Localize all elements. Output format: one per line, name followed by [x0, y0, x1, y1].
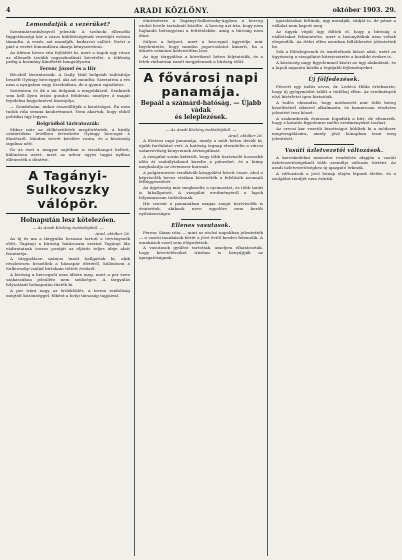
- issue-date: október 1903. 29.: [332, 6, 396, 14]
- paragraph: A bíróság a hercegnőt nem idézte meg, mert a per ezen szakaszában jelenléte nem szükséges. A tárgyalás folytatását holnapután tűzték ki.: [6, 272, 130, 287]
- headline-subtitle: Holnapután lesz kötelezően.: [20, 216, 116, 224]
- page-header: [6, 4, 396, 18]
- paragraph: A vizsgálat során kiderült, hogy több tisztviselő hosszabb időn át szabálytalanul kezelte a pénzeket, és a hiány meghaladja az ötvenezer koronát.: [139, 153, 263, 169]
- paragraph: A vasutasok gyűlést tartottak, amelyen elhatározták, hogy követeléseiket írásban is benyújtják az igazgatóságnak.: [139, 245, 263, 261]
- paragraph: Sok a fölöslegesnek és ismételtnek látszó adat, ezért az ügyészség a vizsgálatot kiterjesztette a korábbi évekre is.: [272, 49, 396, 60]
- paragraph: Az orvosi kar vezetői bizottságot küldtek ki a módszer megvizsgálására, amely jövő hónapban teszi meg jelentését.: [272, 126, 396, 142]
- column-rule: [267, 19, 268, 556]
- dateline: Arad, október 28.: [228, 133, 263, 139]
- paragraph: Az ülésen heves vita fejlődött ki, mert a tagok egy része az ellenzék tovább ragaszkodását követelte, a többség pedig a kormány kíméletét hangsúlyozta.: [6, 49, 130, 65]
- paragraph: Az ügyek végül úgy dőltek el, hogy a bíróság a vádlottakat felmentette, mert a bizonyítékok nem voltak elegendők. Az ítélet ellen azonban fellebbezést jelentettek be.: [272, 28, 396, 49]
- section-title: Belgrádból táviratozzák:: [36, 121, 100, 127]
- paragraph: A tárgyaláson számos tanút hallgattak ki, akik részletesen beszéltek a házaspár életéről, különösen a Sulkovszky-család birtokain töltött évekről.: [6, 256, 130, 272]
- separator: [181, 219, 221, 220]
- headline-subtitle: és leleplezések.: [174, 114, 228, 122]
- section-title: Ferenc József és a Hír: [39, 67, 97, 73]
- headline-box: [139, 68, 263, 124]
- section-title: Vasúti üzletvezetői változások.: [284, 148, 384, 155]
- paragraph: igazolásokat feltűnik, úgy mondják, vádját is, de pénzt a vállalat nem kapott meg.: [272, 19, 396, 28]
- paragraph: A kereskedelmi miniszter rendelete alapján a vasúti üzletvezetőségeknél több személyi változás történt. Az aradi üzletvezetőséghez új igazgató érkezik.: [272, 155, 396, 170]
- paragraph: elintézésére a Tagányi-Sulkovszky-ügyben a herceg utolsó levele tartalmát közölte. A herceg azt írta, hogy nem hajlandó beleegyezni a feltételekbe, amíg a bíróság nem dönt.: [139, 19, 263, 38]
- dateline: Arad, október 28.: [95, 230, 130, 236]
- paragraph: Hír szerint a panamában magas rangú tisztviselők is érintettek, akiknek neve egyelőre nem került nyilvánosságra.: [139, 201, 263, 216]
- paragraph: A tudós elmondta, hogy módszerét már több beteg kezelésénél sikerrel alkalmazta, és hamarosan részletes jelentést tesz közzé.: [272, 99, 396, 115]
- headline: A Tagányi-Sulkovszky válópör.: [25, 167, 111, 211]
- headline: A fővárosi napi panamája.: [143, 70, 259, 100]
- section-title: Új fölfedezések.: [308, 77, 360, 84]
- column-3: [272, 19, 396, 556]
- section-title: Lemondatják a vezérüket?: [25, 22, 111, 28]
- column-2: [139, 19, 263, 556]
- byline: — Az Aradi Közlöny tudósítójától. —: [32, 224, 104, 230]
- paragraph: — Gondolnám, mikor összeállítják a bizottságot. Én nem tudok róla semmi konkrétumot. Nem akartuk, hogy ebből politikai ügy legyen.: [6, 103, 130, 119]
- paragraph: Ez az eset a magyar sajtóban is visszhangot keltett, különösen azért, mert az udvar egyes tagjai nyíltan ellenezték a döntést.: [6, 147, 130, 162]
- section-title: Ellenes vasutasok.: [171, 222, 231, 229]
- headline-box: [6, 166, 130, 214]
- paragraph: A polgármester rendkívüli közgyűlést hívott össze, ahol a képviselők heves vitában követelték a felelősök azonnali felfüggesztését.: [139, 169, 263, 185]
- paper-title: ARADI KÖZLÖNY.: [133, 5, 210, 15]
- paragraph: A közönség nagy figyelemmel kíséri az ügy alakulását, és a lapok naponta közlik a legújabb fejleményeket.: [272, 60, 396, 71]
- paragraph: Pécsett egy tudós orvos, dr. Ledócs Hilda értelmezte, hogy új gyógymódot talált a tüdőbaj ellen. Az eredmények első kísérletei igen biztatóak.: [272, 84, 396, 99]
- paragraph: A szakemberek óvatosan fogadták a hírt, de elismerik, hogy a kutatás figyelemre méltó eredményeket hozhat.: [272, 115, 396, 126]
- page-number: 4: [6, 6, 11, 14]
- paragraph: Ferenc Sámu róta — mint az utolsó napokban jelentették — a vasúti munkások bérét a jövő évtől kezdve felemelik. A munkások ezzel sem elégedettek.: [139, 229, 263, 245]
- paragraph: A per iránt nagy az érdeklődés, a terem zsúfolásig megtelt közönséggel, főként a helyi társaság tagjaival.: [6, 287, 130, 298]
- paragraph: Bécsből táviratozzák: A Daily Mail belgrádi tudósítója beszélt Gyöngy herceggel, aki azt mondta: Szerintem a rés nem a nyugalom vagy Szerbiában, de a gyanú sajnálatos.: [6, 72, 130, 88]
- paragraph: Mikor már az előkészületek megtörténtek, a király csütörtökön levélben értesítette Gyöngy herceget a döntésről. Minden tervét kérdőre vonta, és a közönség izgalma nőtt.: [6, 126, 130, 147]
- column-1: [6, 19, 130, 556]
- newspaper-page: [6, 4, 396, 556]
- paragraph: A főváros napi panamája, amely a múlt héten derült ki, újabb fordulatot vett. A hatóság tegnap elrendelte a városi számvevőség könyveinek átvizsgálását.: [139, 138, 263, 153]
- paragraph: A változások a jövő hónap elején lépnek életbe, és a szolgálat rendjét nem érintik.: [272, 170, 396, 181]
- columns: [6, 19, 396, 556]
- byline: — Az Aradi Közlöny tudósítójától. —: [165, 127, 237, 133]
- paragraph: Az ügyészség már megkezdte a nyomozást, és több tanút is kihallgatott. A vizsgálat eredményéről a lapok folyamatosan tudósítanak.: [139, 185, 263, 201]
- separator: [314, 73, 354, 74]
- headline-subtitle: Bepaál a számárd-hatóság. — Újabb vádak: [140, 100, 262, 115]
- column-rule: [134, 19, 135, 556]
- paragraph: Szentmártonfalvayról jelentik: A szolnoki ellenzéki függetlenségi kör a város küldöttségének vezetőjét erősen támadta. A vezér, azt mondják, kudarcot vallott. Ezért a párt a vezért lemondásra akarja kényszeríteni.: [6, 29, 130, 49]
- paragraph: Az új és ma a tárgyalás hosszan tartott a törvényszék előtt. Tagányi a bíróság határozata szerint Tagányi Ida vádiratainak összes pontját az eljárás teljes ideje alatt fenntartja.: [6, 235, 130, 256]
- paragraph: Szerintem és ők a mi dolgunk a megoldásról. Senkinek sem kell ilyen óriási gondot felidézni, amelyre ő magát fejedelmi kegyelmével bizonyítja.: [6, 88, 130, 103]
- paragraph: Az ügy tárgyalása a következő héten folytatódik, és a felek várhatóan ismét megjelennek a bíróság előtt.: [139, 54, 263, 65]
- separator: [314, 144, 354, 145]
- paragraph: Súlyos a helyzet, mert a hercegnő ügyvédje már bejelentette, hogy minden jogorvoslatot kimerít, ha a döntés számára kedvezőtlen lesz.: [139, 38, 263, 54]
